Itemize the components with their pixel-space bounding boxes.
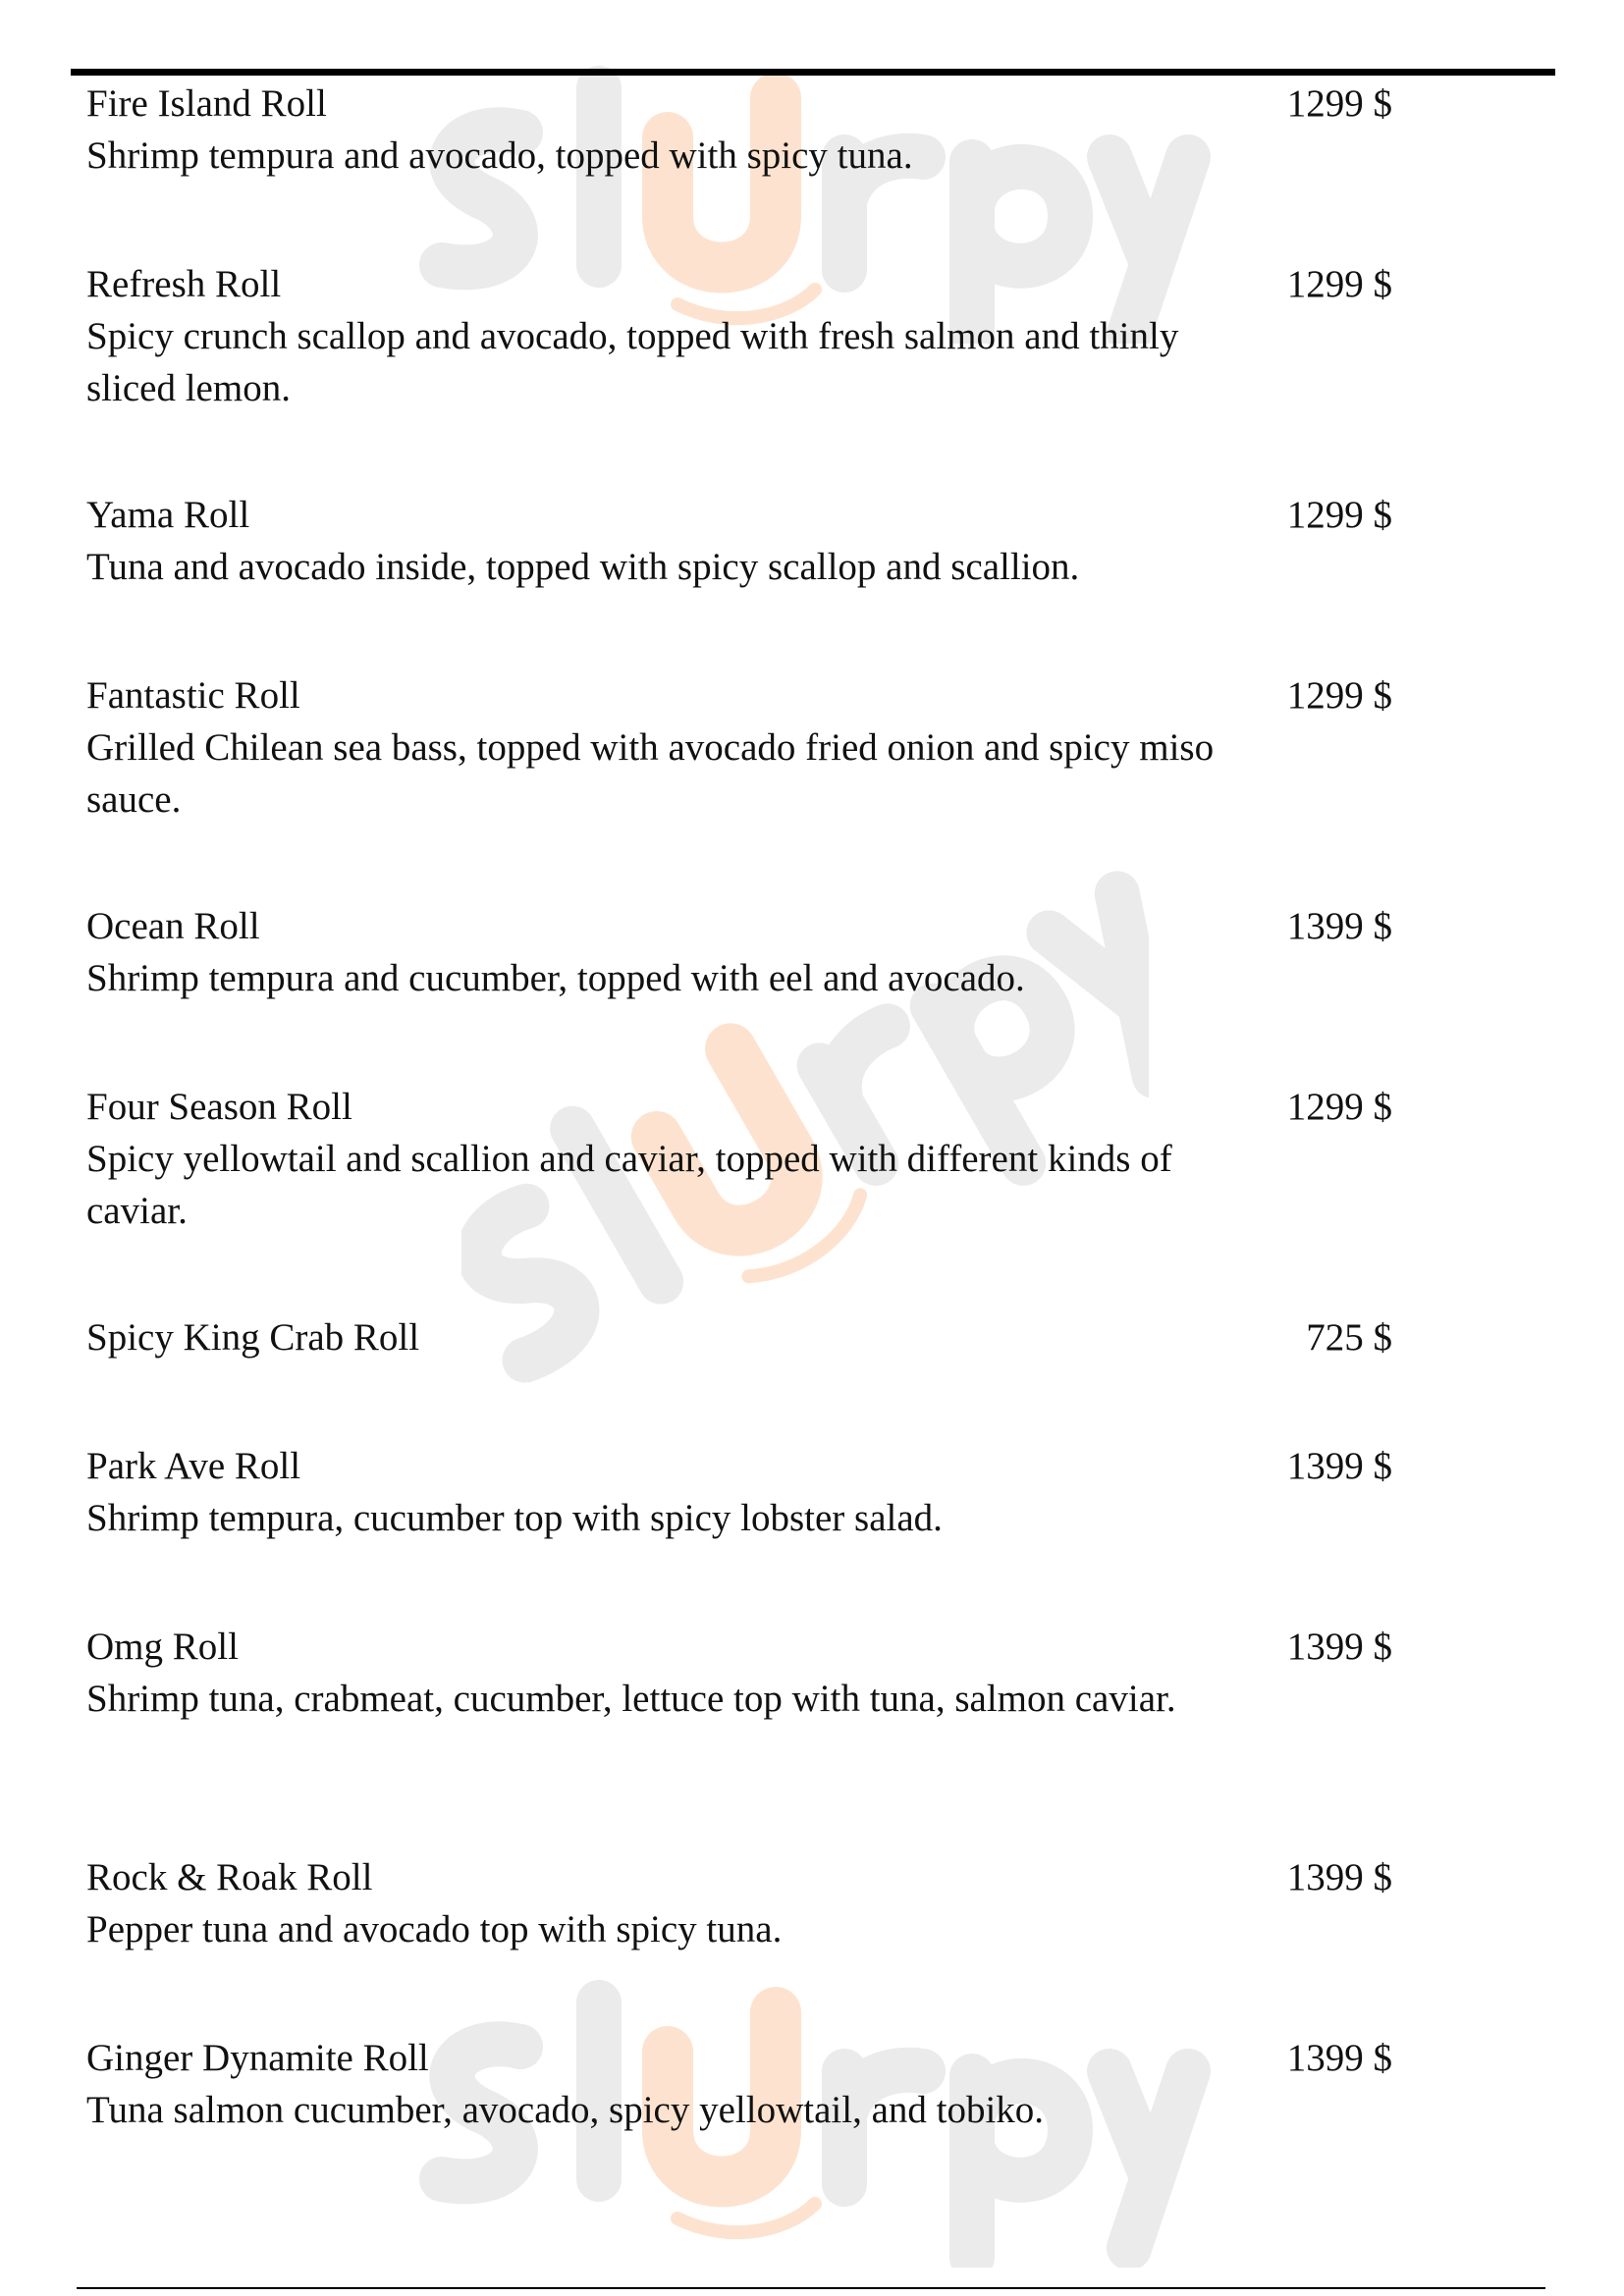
item-name: Fire Island Roll (86, 82, 327, 125)
item-price: 1399 $ (1286, 905, 1392, 947)
item-description: Spicy crunch scallop and avocado, topped with fresh salmon and thinly sliced lemon. (86, 315, 1179, 409)
menu-item-omg-roll (86, 1622, 1392, 1725)
item-description: Shrimp tempura and cucumber, topped with eel and avocado. (86, 957, 1025, 999)
menu-item-yama-roll (86, 490, 1392, 593)
item-name: Park Ave Roll (86, 1445, 301, 1487)
item-description: Shrimp tempura, cucumber top with spicy lobster salad. (86, 1497, 943, 1539)
item-name: Omg Roll (86, 1626, 239, 1668)
item-name: Yama Roll (86, 494, 250, 536)
item-price: 1399 $ (1286, 1856, 1392, 1898)
menu-item-ocean-roll (86, 901, 1392, 1004)
item-name: Ginger Dynamite Roll (86, 2037, 429, 2079)
item-description: Grilled Chilean sea bass, topped with avocado fried onion and spicy miso sauce. (86, 726, 1215, 821)
menu-item-four-season-roll (86, 1082, 1392, 1237)
item-price: 1399 $ (1286, 1626, 1392, 1668)
item-price: 1299 $ (1286, 82, 1392, 125)
item-price: 1299 $ (1286, 674, 1392, 717)
menu-item-park-ave-roll (86, 1441, 1392, 1544)
item-name: Fantastic Roll (86, 674, 300, 717)
item-description: Shrimp tuna, crabmeat, cucumber, lettuce top with tuna, salmon caviar. (86, 1678, 1176, 1720)
item-name: Spicy King Crab Roll (86, 1316, 420, 1359)
item-price: 1399 $ (1286, 1445, 1392, 1487)
item-description: Tuna salmon cucumber, avocado, spicy yellowtail, and tobiko. (86, 2089, 1045, 2131)
item-price: 1299 $ (1286, 494, 1392, 536)
menu-item-fire-island-roll (86, 79, 1392, 182)
menu-item-refresh-roll (86, 259, 1392, 414)
item-description: Shrimp tempura and avocado, topped with spicy tuna. (86, 134, 913, 177)
menu-item-rock-roak-roll (86, 1852, 1392, 1955)
menu-item-spicy-king-crab-roll (86, 1312, 1392, 1363)
item-name: Rock & Roak Roll (86, 1856, 373, 1898)
bottom-divider (77, 2287, 1545, 2289)
item-description: Tuna and avocado inside, topped with spicy scallop and scallion. (86, 546, 1080, 588)
item-price: 1399 $ (1286, 2037, 1392, 2079)
item-price: 725 $ (1306, 1316, 1392, 1359)
item-description: Pepper tuna and avocado top with spicy tuna. (86, 1908, 783, 1950)
item-name: Ocean Roll (86, 905, 260, 947)
item-name: Refresh Roll (86, 263, 282, 305)
item-description: Spicy yellowtail and scallion and caviar, topped with different kinds of caviar. (86, 1138, 1172, 1232)
item-price: 1299 $ (1286, 263, 1392, 305)
top-divider (71, 69, 1555, 76)
menu-item-ginger-dynamite-roll (86, 2033, 1392, 2136)
menu-item-fantastic-roll (86, 670, 1392, 826)
item-name: Four Season Roll (86, 1086, 352, 1128)
item-price: 1299 $ (1286, 1086, 1392, 1128)
